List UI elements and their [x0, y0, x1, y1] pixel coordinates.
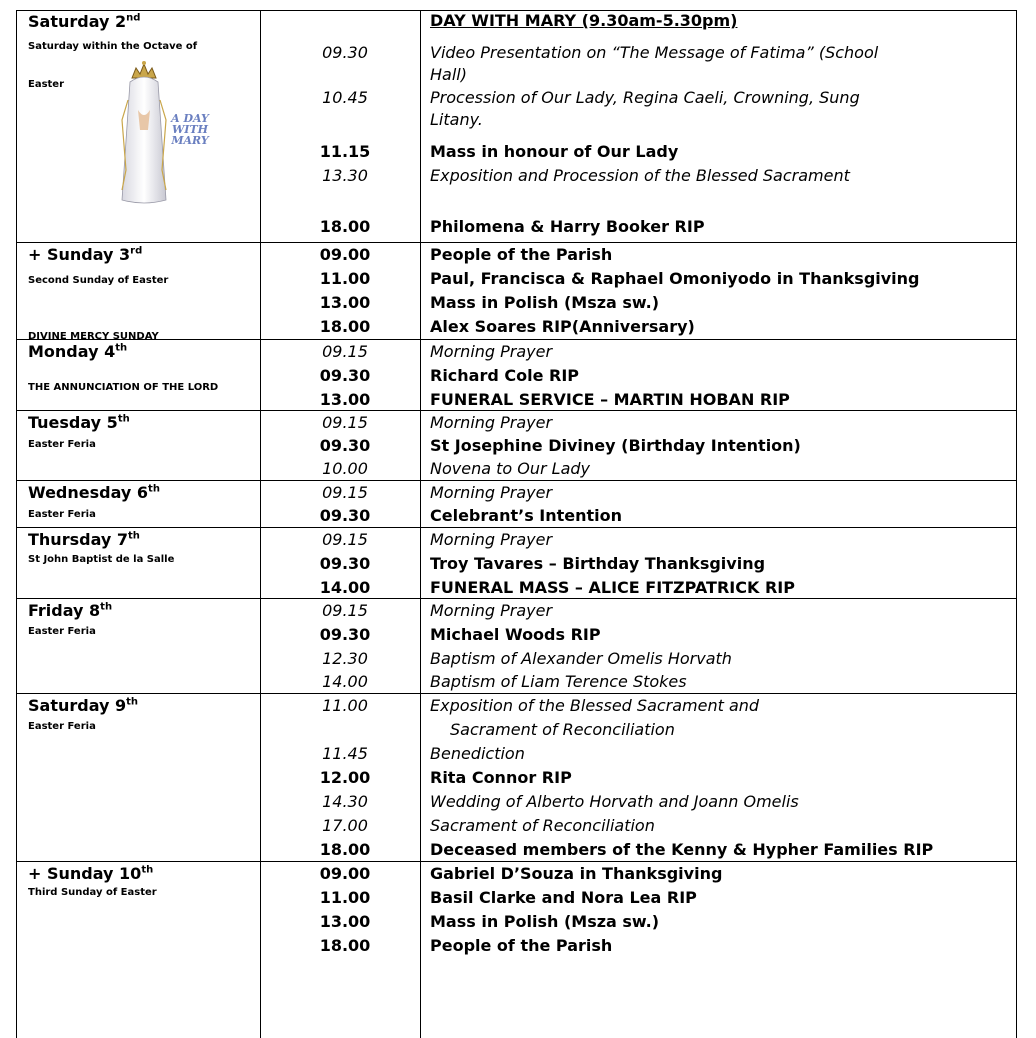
event-description: Novena to Our Lady [430, 459, 590, 478]
event-description: Morning Prayer [430, 483, 553, 502]
event-time: 13.00 [319, 912, 371, 931]
day-subtitle: Easter Feria [28, 509, 96, 520]
row-divider [16, 527, 1017, 528]
event-time: 12.30 [322, 649, 368, 668]
event-time: 09.30 [319, 625, 371, 644]
event-time: 09.15 [322, 601, 368, 620]
event-description: Mass in honour of Our Lady [430, 142, 679, 161]
event-description: Morning Prayer [430, 342, 553, 361]
event-description: People of the Parish [430, 245, 613, 264]
day-ordinal-suffix: th [117, 413, 130, 425]
event-description: Hall) [430, 65, 467, 84]
event-description: Troy Tavares – Birthday Thanksgiving [430, 554, 766, 573]
day-ordinal-suffix: th [115, 342, 128, 354]
event-time: 09.30 [319, 554, 371, 573]
event-column-line [420, 10, 421, 1038]
row-divider [16, 861, 1017, 862]
event-description: Mass in Polish (Msza sw.) [430, 293, 660, 312]
event-description: DAY WITH MARY (9.30am-5.30pm) [430, 11, 738, 30]
event-time: 11.00 [319, 888, 371, 907]
day-name [28, 695, 138, 717]
event-time: 17.00 [322, 816, 368, 835]
day-name [28, 11, 140, 33]
event-description: Sacrament of Reconciliation [450, 720, 675, 739]
event-description: Exposition of the Blessed Sacrament and [430, 696, 760, 715]
event-description: Rita Connor RIP [430, 768, 572, 787]
row-divider [16, 480, 1017, 481]
day-name-text: Monday 4 [28, 342, 116, 361]
row-divider [16, 693, 1017, 694]
event-time: 13.00 [319, 293, 371, 312]
day-name [28, 482, 160, 504]
day-subtitle: DIVINE MERCY SUNDAY [28, 331, 159, 342]
event-description: Baptism of Alexander Omelis Horvath [430, 649, 732, 668]
event-time: 18.00 [319, 217, 371, 236]
event-time: 09.00 [319, 245, 371, 264]
day-ordinal-suffix: nd [126, 12, 141, 24]
right-border-line [1016, 10, 1017, 1038]
day-subtitle: Easter Feria [28, 721, 96, 732]
our-lady-of-fatima-image [110, 60, 220, 205]
event-description: Morning Prayer [430, 530, 553, 549]
event-description: Sacrament of Reconciliation [430, 816, 655, 835]
day-name-text: Saturday 9 [28, 696, 127, 715]
day-subtitle: Third Sunday of Easter [28, 887, 157, 898]
event-description: St Josephine Diviney (Birthday Intention) [430, 436, 801, 455]
event-time: 09.00 [319, 864, 371, 883]
event-description: Baptism of Liam Terence Stokes [430, 672, 687, 691]
day-name [28, 412, 130, 434]
event-description: Wedding of Alberto Horvath and Joann Omelis [430, 792, 799, 811]
day-name [28, 341, 127, 363]
event-description: FUNERAL SERVICE – MARTIN HOBAN RIP [430, 390, 790, 409]
event-time: 18.00 [319, 317, 371, 336]
day-ordinal-suffix: th [128, 530, 140, 542]
day-name-text: Tuesday 5 [28, 413, 118, 432]
event-description: Morning Prayer [430, 601, 553, 620]
day-name [28, 863, 153, 885]
event-time: 10.00 [322, 459, 368, 478]
event-time: 09.15 [322, 483, 368, 502]
day-subtitle: THE ANNUNCIATION OF THE LORD [28, 382, 219, 393]
time-column-line [260, 10, 261, 1038]
day-ordinal-suffix: rd [130, 245, 143, 257]
day-name-text: Wednesday 6 [28, 483, 149, 502]
event-description: FUNERAL MASS – ALICE FITZPATRICK RIP [430, 578, 795, 597]
day-ordinal-suffix: th [148, 483, 160, 495]
day-subtitle: Saturday within the Octave of [28, 41, 198, 52]
event-description: Paul, Francisca & Raphael Omoniyodo in Thanksgiving [430, 269, 920, 288]
event-time: 13.00 [319, 390, 371, 409]
event-description: Basil Clarke and Nora Lea RIP [430, 888, 697, 907]
event-time: 11.00 [322, 696, 368, 715]
day-subtitle: Easter Feria [28, 439, 96, 450]
event-description: Richard Cole RIP [430, 366, 580, 385]
day-ordinal-suffix: th [141, 864, 154, 876]
day-name-text: + Sunday 10 [28, 864, 142, 883]
event-time: 11.15 [319, 142, 371, 161]
event-time: 10.45 [322, 88, 368, 107]
event-time: 09.15 [322, 413, 368, 432]
day-name-text: Saturday 2 [28, 12, 127, 31]
day-subtitle: Easter [28, 79, 65, 90]
event-description: Alex Soares RIP(Anniversary) [430, 317, 695, 336]
event-time: 14.00 [322, 672, 368, 691]
day-subtitle: Easter Feria [28, 626, 96, 637]
day-name-text: Thursday 7 [28, 530, 128, 549]
event-description: Philomena & Harry Booker RIP [430, 217, 705, 236]
event-time: 09.30 [319, 506, 371, 525]
day-name [28, 244, 142, 266]
event-time: 09.15 [322, 342, 368, 361]
event-time: 14.00 [319, 578, 371, 597]
a-day-with-mary-logo-text: MARY [171, 134, 209, 147]
event-description: Exposition and Procession of the Blessed Sacrament [430, 166, 850, 185]
a-day-with-mary-logo-text: A DAY [171, 112, 209, 125]
event-time: 11.45 [322, 744, 368, 763]
event-description: Deceased members of the Kenny & Hypher Families RIP [430, 840, 934, 859]
event-description: Celebrant’s Intention [430, 506, 623, 525]
event-time: 09.15 [322, 530, 368, 549]
event-description: Video Presentation on “The Message of Fatima” (School [430, 43, 879, 62]
row-divider [16, 242, 1017, 243]
event-description: Litany. [430, 110, 483, 129]
event-description: Michael Woods RIP [430, 625, 601, 644]
day-subtitle: St John Baptist de la Salle [28, 554, 175, 565]
event-time: 18.00 [319, 936, 371, 955]
a-day-with-mary-logo-text: WITH [171, 123, 209, 136]
event-time: 09.30 [319, 436, 371, 455]
crown-icon [132, 61, 156, 78]
statue-robe [122, 77, 166, 203]
day-ordinal-suffix: th [100, 601, 113, 613]
event-description: Procession of Our Lady, Regina Caeli, Crowning, Sung [430, 88, 860, 107]
event-description: People of the Parish [430, 936, 613, 955]
left-border-line [16, 10, 17, 1038]
event-description: Benediction [430, 744, 525, 763]
event-time: 09.30 [319, 366, 371, 385]
day-name-text: Friday 8 [28, 601, 101, 620]
day-name-text: + Sunday 3 [28, 245, 131, 264]
day-name [28, 529, 140, 551]
event-time: 14.30 [322, 792, 368, 811]
day-name [28, 600, 112, 622]
event-time: 11.00 [319, 269, 371, 288]
event-description: Mass in Polish (Msza sw.) [430, 912, 660, 931]
day-ordinal-suffix: th [126, 696, 139, 708]
event-description: Morning Prayer [430, 413, 553, 432]
day-subtitle: Second Sunday of Easter [28, 275, 169, 286]
row-divider [16, 339, 1017, 340]
event-time: 09.30 [322, 43, 368, 62]
event-time: 12.00 [319, 768, 371, 787]
event-time: 13.30 [322, 166, 368, 185]
event-time: 18.00 [319, 840, 371, 859]
event-description: Gabriel D’Souza in Thanksgiving [430, 864, 723, 883]
